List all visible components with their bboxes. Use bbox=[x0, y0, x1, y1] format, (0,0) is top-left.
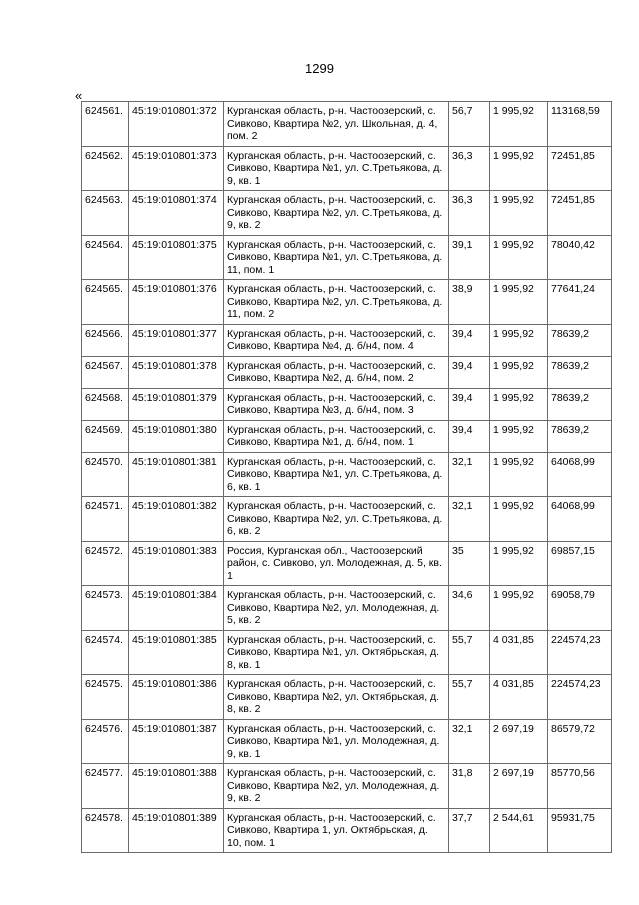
rate-cell: 2 544,61 bbox=[490, 808, 548, 853]
address-cell: Курганская область, р-н. Частоозерский, с. Сивково, Квартира №1, д. б/н4, пом. 1 bbox=[224, 420, 449, 452]
rate-cell: 2 697,19 bbox=[490, 764, 548, 809]
area-cell: 38,9 bbox=[449, 280, 490, 325]
cadastral-value-cell: 72451,85 bbox=[548, 146, 612, 191]
cadastral-table bbox=[81, 101, 612, 853]
cadastral-value-cell: 224574,23 bbox=[548, 630, 612, 675]
cadastral-number-cell: 45:19:010801:378 bbox=[129, 356, 224, 388]
area-cell: 39,4 bbox=[449, 420, 490, 452]
area-cell: 34,6 bbox=[449, 586, 490, 631]
cadastral-number-cell: 45:19:010801:380 bbox=[129, 420, 224, 452]
row-number-cell: 624572. bbox=[82, 541, 129, 586]
cadastral-value-cell: 64068,99 bbox=[548, 452, 612, 497]
row-number-cell: 624563. bbox=[82, 191, 129, 236]
rate-cell: 1 995,92 bbox=[490, 102, 548, 147]
row-number-cell: 624573. bbox=[82, 586, 129, 631]
address-cell: Курганская область, р-н. Частоозерский, с. Сивково, Квартира №4, д. б/н4, пом. 4 bbox=[224, 324, 449, 356]
address-cell: Курганская область, р-н. Частоозерский, с. Сивково, Квартира №2, ул. С.Третьякова, д. 11, пом. 2 bbox=[224, 280, 449, 325]
rate-cell: 1 995,92 bbox=[490, 388, 548, 420]
table-row bbox=[82, 764, 612, 809]
area-cell: 36,3 bbox=[449, 146, 490, 191]
address-cell: Курганская область, р-н. Частоозерский, с. Сивково, Квартира №2, ул. С.Третьякова, д. 9, кв. 2 bbox=[224, 191, 449, 236]
row-number-cell: 624566. bbox=[82, 324, 129, 356]
area-cell: 39,4 bbox=[449, 388, 490, 420]
cadastral-number-cell: 45:19:010801:385 bbox=[129, 630, 224, 675]
cadastral-value-cell: 78040,42 bbox=[548, 235, 612, 280]
rate-cell: 2 697,19 bbox=[490, 719, 548, 764]
cadastral-number-cell: 45:19:010801:377 bbox=[129, 324, 224, 356]
cadastral-number-cell: 45:19:010801:384 bbox=[129, 586, 224, 631]
cadastral-value-cell: 69058,79 bbox=[548, 586, 612, 631]
row-number-cell: 624561. bbox=[82, 102, 129, 147]
row-number-cell: 624576. bbox=[82, 719, 129, 764]
cadastral-value-cell: 64068,99 bbox=[548, 497, 612, 542]
table-row bbox=[82, 630, 612, 675]
table-row bbox=[82, 280, 612, 325]
area-cell: 32,1 bbox=[449, 452, 490, 497]
rate-cell: 1 995,92 bbox=[490, 280, 548, 325]
table-body bbox=[82, 102, 612, 853]
cadastral-number-cell: 45:19:010801:375 bbox=[129, 235, 224, 280]
cadastral-value-cell: 77641,24 bbox=[548, 280, 612, 325]
address-cell: Курганская область, р-н. Частоозерский, с. Сивково, Квартира 1, ул. Октябрьская, д. 10, пом. 1 bbox=[224, 808, 449, 853]
cadastral-number-cell: 45:19:010801:373 bbox=[129, 146, 224, 191]
area-cell: 39,4 bbox=[449, 356, 490, 388]
rate-cell: 1 995,92 bbox=[490, 191, 548, 236]
area-cell: 35 bbox=[449, 541, 490, 586]
cadastral-number-cell: 45:19:010801:386 bbox=[129, 675, 224, 720]
cadastral-number-cell: 45:19:010801:387 bbox=[129, 719, 224, 764]
cadastral-value-cell: 72451,85 bbox=[548, 191, 612, 236]
area-cell: 55,7 bbox=[449, 675, 490, 720]
row-number-cell: 624570. bbox=[82, 452, 129, 497]
row-number-cell: 624575. bbox=[82, 675, 129, 720]
area-cell: 39,1 bbox=[449, 235, 490, 280]
area-cell: 32,1 bbox=[449, 719, 490, 764]
area-cell: 31,8 bbox=[449, 764, 490, 809]
cadastral-number-cell: 45:19:010801:382 bbox=[129, 497, 224, 542]
rate-cell: 4 031,85 bbox=[490, 630, 548, 675]
page-number: 1299 bbox=[305, 61, 334, 76]
area-cell: 32,1 bbox=[449, 497, 490, 542]
row-number-cell: 624569. bbox=[82, 420, 129, 452]
area-cell: 36,3 bbox=[449, 191, 490, 236]
address-cell: Курганская область, р-н. Частоозерский, с. Сивково, Квартира №1, ул. Октябрьская, д. 8, кв. 1 bbox=[224, 630, 449, 675]
table-row bbox=[82, 675, 612, 720]
table-row bbox=[82, 356, 612, 388]
address-cell: Курганская область, р-н. Частоозерский, с. Сивково, Квартира №3, д. б/н4, пом. 3 bbox=[224, 388, 449, 420]
cadastral-value-cell: 113168,59 bbox=[548, 102, 612, 147]
cadastral-value-cell: 69857,15 bbox=[548, 541, 612, 586]
table-row bbox=[82, 102, 612, 147]
address-cell: Курганская область, р-н. Частоозерский, с. Сивково, Квартира №2, ул. Школьная, д. 4, пом. 2 bbox=[224, 102, 449, 147]
address-cell: Курганская область, р-н. Частоозерский, с. Сивково, Квартира №2, ул. Октябрьская, д. 8, кв. 2 bbox=[224, 675, 449, 720]
cadastral-value-cell: 224574,23 bbox=[548, 675, 612, 720]
area-cell: 39,4 bbox=[449, 324, 490, 356]
rate-cell: 1 995,92 bbox=[490, 586, 548, 631]
rate-cell: 1 995,92 bbox=[490, 541, 548, 586]
table-row bbox=[82, 324, 612, 356]
cadastral-number-cell: 45:19:010801:389 bbox=[129, 808, 224, 853]
cadastral-value-cell: 86579,72 bbox=[548, 719, 612, 764]
address-cell: Курганская область, р-н. Частоозерский, с. Сивково, Квартира №1, ул. С.Третьякова, д. 6, кв. 1 bbox=[224, 452, 449, 497]
area-cell: 55,7 bbox=[449, 630, 490, 675]
table-row bbox=[82, 452, 612, 497]
row-number-cell: 624562. bbox=[82, 146, 129, 191]
row-number-cell: 624571. bbox=[82, 497, 129, 542]
address-cell: Россия, Курганская обл., Частоозерский район, с. Сивково, ул. Молодежная, д. 5, кв. 1 bbox=[224, 541, 449, 586]
rate-cell: 1 995,92 bbox=[490, 324, 548, 356]
open-quote: « bbox=[75, 88, 83, 103]
table-row bbox=[82, 719, 612, 764]
cadastral-number-cell: 45:19:010801:374 bbox=[129, 191, 224, 236]
cadastral-number-cell: 45:19:010801:383 bbox=[129, 541, 224, 586]
cadastral-value-cell: 78639,2 bbox=[548, 420, 612, 452]
table-row bbox=[82, 146, 612, 191]
table-row bbox=[82, 388, 612, 420]
rate-cell: 1 995,92 bbox=[490, 235, 548, 280]
cadastral-number-cell: 45:19:010801:381 bbox=[129, 452, 224, 497]
row-number-cell: 624568. bbox=[82, 388, 129, 420]
rate-cell: 1 995,92 bbox=[490, 356, 548, 388]
address-cell: Курганская область, р-н. Частоозерский, с. Сивково, Квартира №2, ул. Молодежная, д. 5, кв. 2 bbox=[224, 586, 449, 631]
rate-cell: 1 995,92 bbox=[490, 420, 548, 452]
address-cell: Курганская область, р-н. Частоозерский, с. Сивково, Квартира №2, д. б/н4, пом. 2 bbox=[224, 356, 449, 388]
table-row bbox=[82, 586, 612, 631]
table-row bbox=[82, 191, 612, 236]
cadastral-value-cell: 78639,2 bbox=[548, 388, 612, 420]
table-row bbox=[82, 235, 612, 280]
cadastral-value-cell: 85770,56 bbox=[548, 764, 612, 809]
address-cell: Курганская область, р-н. Частоозерский, с. Сивково, Квартира №1, ул. С.Третьякова, д. 9, кв. 1 bbox=[224, 146, 449, 191]
row-number-cell: 624577. bbox=[82, 764, 129, 809]
row-number-cell: 624574. bbox=[82, 630, 129, 675]
table-row bbox=[82, 420, 612, 452]
row-number-cell: 624578. bbox=[82, 808, 129, 853]
rate-cell: 1 995,92 bbox=[490, 497, 548, 542]
table-row bbox=[82, 497, 612, 542]
table-row bbox=[82, 541, 612, 586]
row-number-cell: 624565. bbox=[82, 280, 129, 325]
cadastral-number-cell: 45:19:010801:388 bbox=[129, 764, 224, 809]
rate-cell: 1 995,92 bbox=[490, 452, 548, 497]
cadastral-number-cell: 45:19:010801:379 bbox=[129, 388, 224, 420]
rate-cell: 1 995,92 bbox=[490, 146, 548, 191]
area-cell: 37,7 bbox=[449, 808, 490, 853]
cadastral-number-cell: 45:19:010801:376 bbox=[129, 280, 224, 325]
area-cell: 56,7 bbox=[449, 102, 490, 147]
cadastral-value-cell: 78639,2 bbox=[548, 324, 612, 356]
cadastral-value-cell: 95931,75 bbox=[548, 808, 612, 853]
address-cell: Курганская область, р-н. Частоозерский, с. Сивково, Квартира №1, ул. Молодежная, д. 9, кв. 1 bbox=[224, 719, 449, 764]
row-number-cell: 624567. bbox=[82, 356, 129, 388]
row-number-cell: 624564. bbox=[82, 235, 129, 280]
rate-cell: 4 031,85 bbox=[490, 675, 548, 720]
address-cell: Курганская область, р-н. Частоозерский, с. Сивково, Квартира №1, ул. С.Третьякова, д. 11, пом. 1 bbox=[224, 235, 449, 280]
address-cell: Курганская область, р-н. Частоозерский, с. Сивково, Квартира №2, ул. С.Третьякова, д. 6, кв. 2 bbox=[224, 497, 449, 542]
address-cell: Курганская область, р-н. Частоозерский, с. Сивково, Квартира №2, ул. Молодежная, д. 9, кв. 2 bbox=[224, 764, 449, 809]
cadastral-value-cell: 78639,2 bbox=[548, 356, 612, 388]
cadastral-number-cell: 45:19:010801:372 bbox=[129, 102, 224, 147]
table-row bbox=[82, 808, 612, 853]
